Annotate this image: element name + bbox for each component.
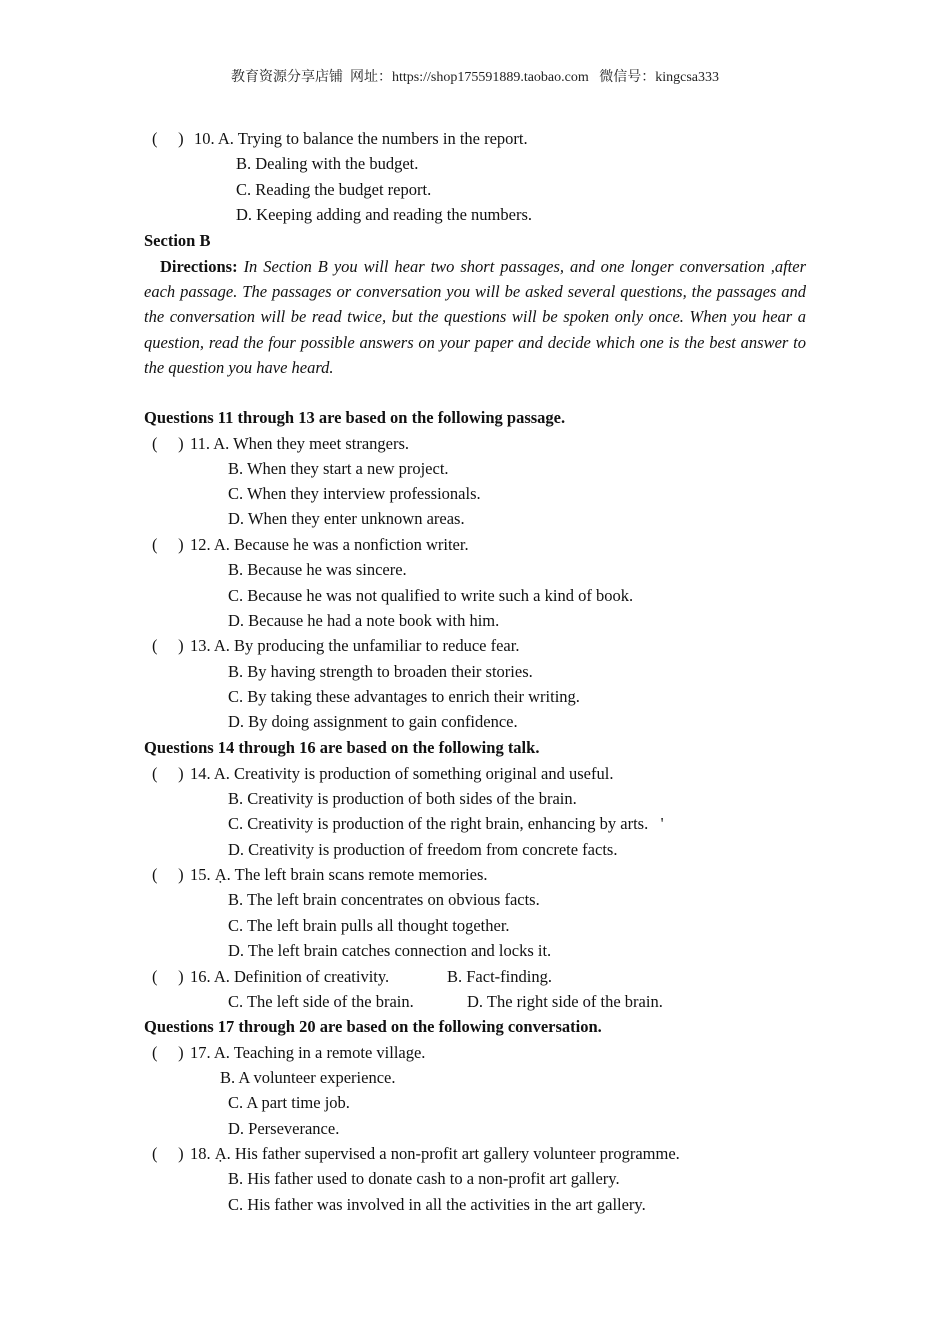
q13-option-d: D. By doing assignment to gain confidence.: [228, 712, 518, 731]
q10-option-c: C. Reading the budget report.: [236, 180, 432, 199]
group-heading-11-13: Questions 11 through 13 are based on the following passage.: [144, 408, 566, 427]
wechat-id: 微信号：kingcsa333: [599, 70, 720, 85]
q17-option-b: B. A volunteer experience.: [220, 1068, 396, 1087]
answer-blank-17[interactable]: ( ): [152, 1043, 184, 1062]
q13-option-b: B. By having strength to broaden their stories.: [228, 662, 533, 681]
group-heading-17-20: Questions 17 through 20 are based on the following conversation.: [144, 1017, 602, 1036]
q18-option-c: C. His father was involved in all the activities in the art gallery.: [228, 1195, 646, 1214]
answer-blank-14[interactable]: ( ): [152, 764, 184, 783]
answer-blank-13[interactable]: ( ): [152, 636, 184, 655]
directions-label: Directions:: [160, 257, 238, 276]
directions-text: In Section B you will hear two short passages, and one longer conversation ,after each passage. The passages or conversation you will be asked several questions, the passages and the conversation will be read twice, but the questions will be spoken only once. When you hear a question, read the four possible answers on your paper and decide which one is the best answer to the question you have heard.: [144, 257, 806, 377]
q10-option-a: 10. A. Trying to balance the numbers in the report.: [194, 129, 528, 148]
q14-option-a: 14. A. Creativity is production of something original and useful.: [190, 764, 614, 783]
q12-option-a: 12. A. Because he was a nonfiction writer.: [190, 535, 469, 554]
answer-blank-10[interactable]: ( ): [152, 129, 184, 148]
q12-option-b: B. Because he was sincere.: [228, 560, 407, 579]
q17-option-d: D. Perseverance.: [228, 1119, 340, 1138]
q11-option-b: B. When they start a new project.: [228, 459, 449, 478]
q18-option-b: B. His father used to donate cash to a non-profit art gallery.: [228, 1169, 620, 1188]
q12-option-d: D. Because he had a note book with him.: [228, 611, 500, 630]
q15-option-c: C. The left brain pulls all thought together.: [228, 916, 510, 935]
q10-option-b: B. Dealing with the budget.: [236, 154, 419, 173]
q14-option-d: D. Creativity is production of freedom from concrete facts.: [228, 840, 618, 859]
directions-paragraph: [144, 254, 806, 380]
q15-option-d: D. The left brain catches connection and locks it.: [228, 941, 552, 960]
section-b-title: Section B: [144, 231, 211, 250]
answer-blank-16[interactable]: ( ): [152, 967, 184, 986]
q16-option-d: D. The right side of the brain.: [467, 992, 663, 1011]
shop-url: 网址：https://shop175591889.taobao.com: [349, 70, 589, 85]
group-heading-14-16: Questions 14 through 16 are based on the following talk.: [144, 738, 540, 757]
q13-option-c: C. By taking these advantages to enrich their writing.: [228, 687, 580, 706]
q17-option-c: C. A part time job.: [228, 1093, 350, 1112]
q10-option-d: D. Keeping adding and reading the numbers.: [236, 205, 533, 224]
q14-option-b: B. Creativity is production of both sides of the brain.: [228, 789, 577, 808]
q14-option-c: C. Creativity is production of the right brain, enhancing by arts. ': [228, 814, 664, 833]
q16-option-a: 16. A. Definition of creativity.: [190, 967, 390, 986]
q16-option-b: B. Fact-finding.: [447, 967, 552, 986]
q16-option-c: C. The left side of the brain.: [228, 992, 414, 1011]
answer-blank-15[interactable]: ( ): [152, 865, 184, 884]
answer-blank-18[interactable]: ( ): [152, 1144, 184, 1163]
q17-option-a: 17. A. Teaching in a remote village.: [190, 1043, 426, 1062]
q12-option-c: C. Because he was not qualified to write such a kind of book.: [228, 586, 634, 605]
page-header: [0, 66, 950, 86]
q13-option-a: 13. A. By producing the unfamiliar to reduce fear.: [190, 636, 520, 655]
q15-option-b: B. The left brain concentrates on obvious facts.: [228, 890, 540, 909]
q11-option-a: 11. A. When they meet strangers.: [190, 434, 410, 453]
shop-name: 教育资源分享店铺: [230, 70, 343, 85]
answer-blank-11[interactable]: ( ): [152, 434, 184, 453]
q11-option-d: D. When they enter unknown areas.: [228, 509, 465, 528]
answer-blank-12[interactable]: ( ): [152, 535, 184, 554]
q18-option-a: 18. Ạ. His father supervised a non-profit art gallery volunteer programme.: [190, 1144, 680, 1163]
q11-option-c: C. When they interview professionals.: [228, 484, 481, 503]
q15-option-a: 15. Ạ. The left brain scans remote memories.: [190, 865, 488, 884]
